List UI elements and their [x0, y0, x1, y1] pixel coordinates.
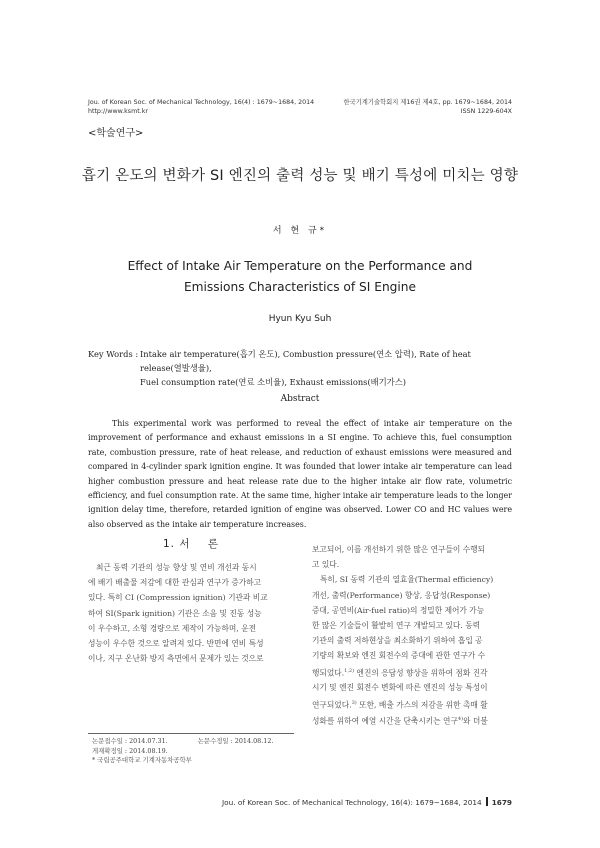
body-fragment: 와 더불 [463, 716, 488, 726]
body-fragment: 또한, 배출 가스의 저감을 위한 촉매 활 [359, 700, 488, 710]
body-line: 기관의 출력 저하현상을 최소화하기 위하여 흡입 공 [312, 636, 483, 646]
footer-citation: Jou. of Korean Soc. of Mechanical Technology, 16(4): 1679~1684, 2014 [221, 798, 482, 807]
body-line: 보고되어, 이를 개선하기 위한 많은 연구들이 수행되 [312, 545, 486, 554]
footer-divider [486, 797, 488, 806]
issn: ISSN 1229-604X [460, 108, 512, 115]
title-english [60, 256, 540, 298]
body-line: 이 우수하고, 소형 경량으로 제작이 가능하며, 운전 [88, 623, 257, 633]
abstract-line: This experimental work was performed to reveal the effect of intake air temperature on the [112, 419, 512, 428]
body-line: 최근 동력 기관의 성능 향상 및 연비 개선과 동시 [96, 563, 257, 572]
body-line [312, 712, 518, 729]
body-line: 개선, 출력(Performance) 향상, 응답성(Response) [312, 590, 491, 600]
body-line: 기량의 확보와 엔진 회전수의 증대에 관한 연구가 수 [312, 651, 486, 661]
body-line [312, 664, 518, 681]
author-affiliation: * 국립공주대학교 기계자동차공학부 [92, 756, 192, 765]
abstract-line: ignition delay time, therefore, retarded ignition of engine was observed. Lower CO and HC values were [88, 505, 512, 515]
accepted-date: 게재확정일 : 2014.08.19. [92, 746, 168, 755]
page-number: 1679 [491, 798, 512, 807]
abstract-line: compared in 4-cylinder spark ignition engine. It was founded that lower intake air temperature can lead [88, 462, 512, 472]
footnote-dates-row [92, 737, 302, 747]
body-line: 에 배기 배출물 저감에 대한 관심과 연구가 증가하고 [88, 578, 262, 588]
body-line: 시기 및 엔진 회전수 변화에 따른 엔진의 성능 특성이 [312, 683, 488, 693]
author-english: Hyun Kyu Suh [268, 314, 332, 324]
body-line: 하여 SI(Spark ignition) 기관은 소음 및 진동 성능 [88, 608, 262, 618]
citation-ref[interactable]: 1,2) [344, 667, 355, 674]
body-line: 있다. 특히 CI (Compression ignition) 기관과 비교 [88, 593, 268, 603]
received-date: 논문접수일 : 2014.07.31. [92, 737, 168, 745]
body-line: 한 많은 기술들이 활발히 연구 개발되고 있다. 동력 [312, 621, 481, 631]
citation-ref[interactable]: 4) [457, 716, 464, 723]
footnote-divider [88, 733, 294, 734]
abstract-line: improvement of performance and exhaust emissions in a SI engine. To achieve this, fuel consumption [88, 433, 512, 443]
journal-url[interactable]: http://www.ksmt.kr [88, 108, 148, 115]
keywords-line2: Fuel consumption rate(연료 소비율), Exhaust emissions(배기가스) [140, 377, 406, 387]
body-line: 특히, SI 동력 기관의 열효율(Thermal efficiency) [320, 575, 494, 585]
abstract-title: Abstract [280, 394, 320, 404]
body-line: 고 있다. [312, 560, 340, 570]
journal-header-right [282, 98, 512, 116]
abstract-line: also observed as the intake air temperature increases. [88, 519, 307, 529]
article-category: <학술연구> [88, 128, 144, 139]
body-column-left [88, 560, 294, 666]
body-fragment: 행되었다. [312, 668, 345, 678]
section-heading-introduction: 1. 서 론 [163, 538, 219, 550]
abstract-line: efficiency, and fuel consumption rate. At the same time, higher intake air temperature leads to the longer [88, 491, 512, 501]
keywords [88, 347, 518, 389]
journal-citation-korean: 한국기계기술학회지 제16권 제4호, pp. 1679~1684, 2014 [343, 99, 512, 106]
body-line: 이나, 지구 온난화 방지 측면에서 문제가 있는 것으로 [88, 654, 264, 664]
body-fragment: 엔진의 응답성 향상을 위하여 점화 진각 [356, 668, 488, 678]
body-column-right [312, 542, 518, 729]
body-fragment: 성화를 위하여 예열 시간을 단축시키는 연구 [312, 716, 458, 726]
body-line: 성능이 우수한 것으로 알려져 있다. 반면에 연비 특성 [88, 639, 264, 649]
keywords-line1: Intake air temperature(흡기 온도), Combustion pressure(연소 압력), Rate of heat release(열발생율), [140, 349, 471, 373]
body-fragment: 연구되었다. [312, 700, 352, 710]
author-korean: 서 현 규* [272, 226, 328, 236]
journal-citation: Jou. of Korean Soc. of Mechanical Technology, 16(4) : 1679~1684, 2014 [88, 99, 315, 106]
body-line: 증대, 공연비(Air-fuel ratio)의 정밀한 제어가 가능 [312, 605, 485, 615]
title-english-line1: Effect of Intake Air Temperature on the Performance and [127, 259, 473, 273]
body-line [312, 696, 518, 713]
keywords-label: Key Words : [88, 349, 139, 359]
footnote [92, 737, 302, 766]
abstract-line: rate, combustion pressure, rate of heat release, and reduction of exhaust emissions were measured and [88, 447, 512, 457]
page-footer [222, 797, 512, 807]
keywords-text [140, 347, 515, 389]
abstract-body [88, 417, 512, 532]
title-english-line2: Emissions Characteristics of SI Engine [183, 280, 417, 294]
revised-date: 논문수정일 : 2014.08.12. [197, 737, 274, 745]
abstract-line: higher combustion pressure and heat release rate due to the higher intake air flow rate, volumetric [88, 476, 512, 486]
title-korean: 흡기 온도의 변화가 SI 엔진의 출력 성능 및 배기 특성에 미치는 영향 [81, 168, 519, 184]
citation-ref[interactable]: 3) [351, 699, 357, 706]
